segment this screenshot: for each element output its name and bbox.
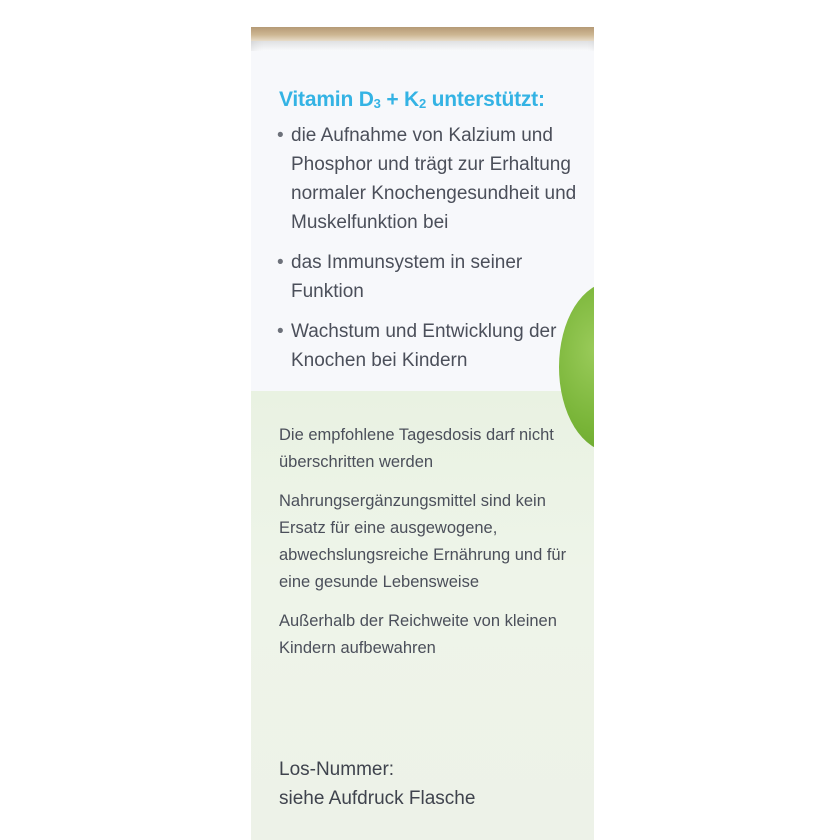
heading-suffix: unterstützt: <box>426 88 545 111</box>
lid-shadow <box>251 41 594 51</box>
benefit-text: das Immunsystem in seiner Funktion <box>291 252 523 302</box>
benefit-item <box>279 121 579 237</box>
package-lid <box>251 27 594 41</box>
heading-subscript-2: 2 <box>419 96 427 111</box>
lot-label: Los-Nummer: <box>279 759 395 780</box>
lot-value: siehe Aufdruck Flasche <box>279 788 476 809</box>
benefit-text: Wachstum und Entwicklung der Knochen bei Kindern <box>291 321 557 371</box>
lot-number-section <box>279 755 579 813</box>
benefits-section <box>279 87 579 386</box>
benefit-item <box>279 317 579 375</box>
heading-prefix: Vitamin D <box>279 88 374 111</box>
benefit-item <box>279 248 579 306</box>
bullet-icon: • <box>277 252 284 273</box>
warnings-section <box>279 422 579 674</box>
warning-dosage: Die empfohlene Tagesdosis darf nicht überschritten werden <box>279 426 554 471</box>
benefits-heading <box>279 87 579 117</box>
benefits-list <box>279 121 579 375</box>
package-side-panel <box>251 27 594 840</box>
benefit-text: die Aufnahme von Kalzium und Phosphor und trägt zur Erhaltung normaler Knochengesundheit und Muskelfunktion bei <box>291 125 577 233</box>
bullet-icon: • <box>277 125 284 146</box>
bullet-icon: • <box>277 321 284 342</box>
warning-children: Außerhalb der Reichweite von kleinen Kindern aufbewahren <box>279 612 557 657</box>
heading-middle: + K <box>380 88 420 111</box>
warning-supplement: Nahrungsergänzungsmittel sind kein Ersatz für eine ausgewogene, abwechslungsreiche Ernährung und für eine gesunde Lebensweise <box>279 492 567 591</box>
heading-subscript-3: 3 <box>373 96 381 111</box>
